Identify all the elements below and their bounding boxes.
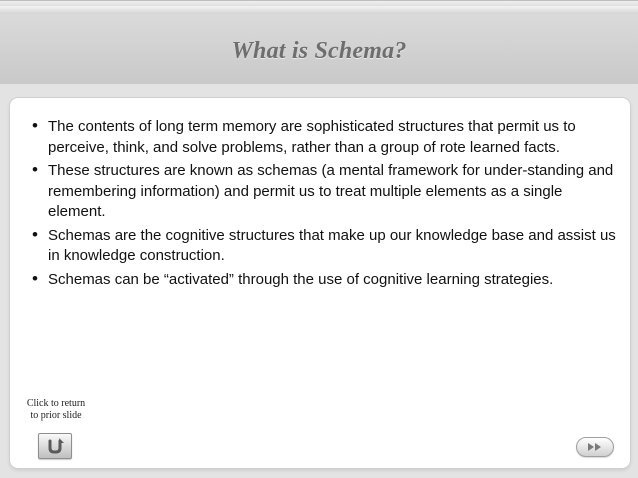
bullet-item-schemas-definition: • These structures are known as schemas (a mental framework for under-standing and remembering information) and permit us to treat multiple elements as a single element. xyxy=(32,161,622,223)
slide-title: What is Schema? xyxy=(231,38,407,64)
bullet-item-knowledge-base: • Schemas are the cognitive structures that make up our knowledge base and assist us in knowledge construction. xyxy=(32,226,622,267)
next-slide-icon xyxy=(585,442,605,452)
bullet-item-activated-schemas: • Schemas can be “activated” through the use of cognitive learning strategies. xyxy=(32,270,622,291)
next-slide-button[interactable] xyxy=(576,437,614,457)
slide-header xyxy=(0,0,638,84)
return-arrow-icon xyxy=(44,437,66,455)
return-instruction: Click to return to prior slide xyxy=(26,398,86,421)
header-highlight-band xyxy=(0,6,638,14)
bullet-item-long-term-memory: • The contents of long term memory are sophisticated structures that permit us to perceive, think, and solve problems, rather than a group of rote learned facts. xyxy=(32,117,622,158)
bullet-list xyxy=(32,117,622,293)
content-panel xyxy=(10,98,630,468)
return-button[interactable] xyxy=(38,433,72,459)
